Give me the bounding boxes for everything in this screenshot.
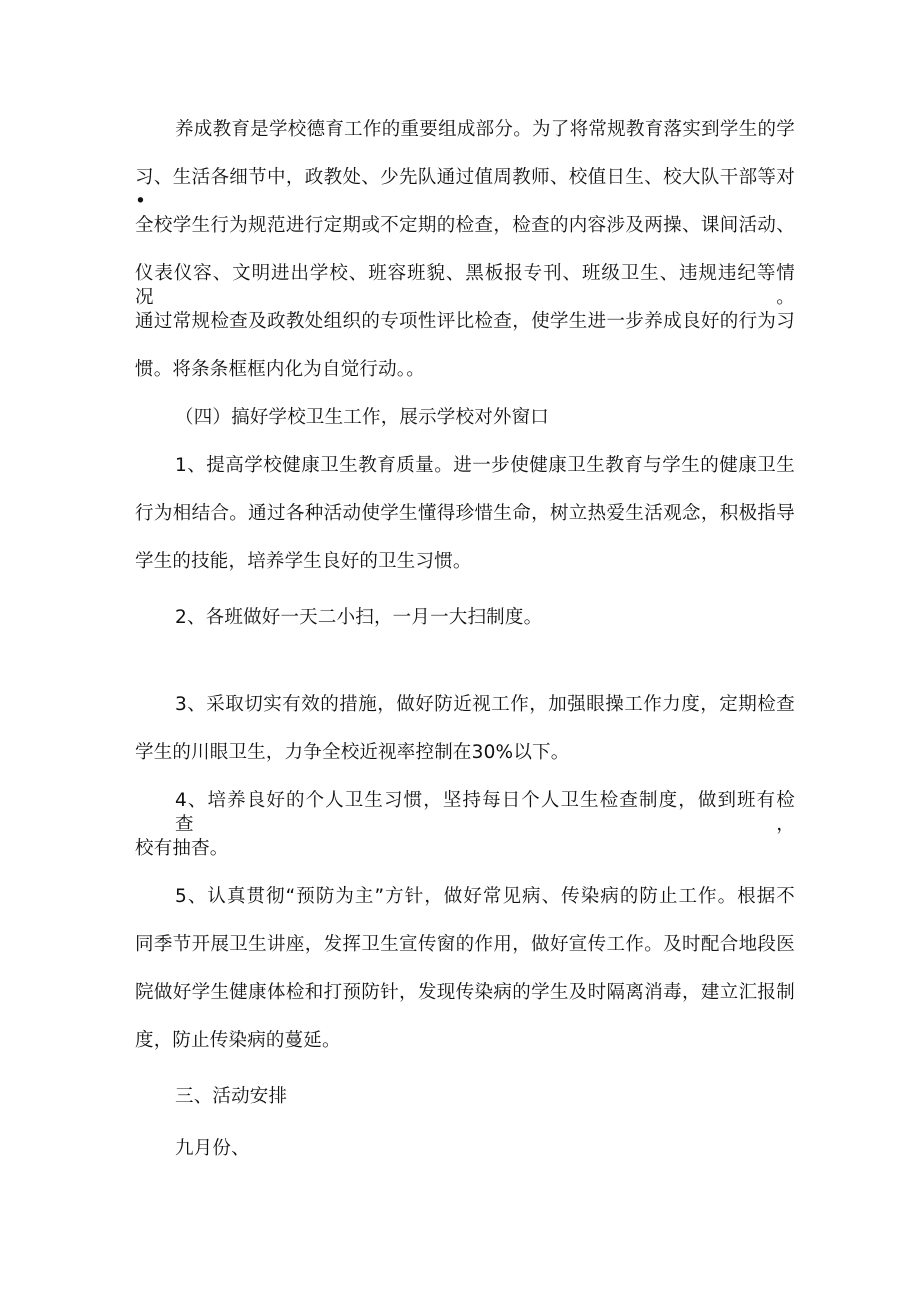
paragraph-line: 仪表仪容、文明进出学校、班容班貌、黑板报专刊、班级卫生、违规违纪等情况。 bbox=[135, 263, 795, 308]
month-label: 九月份、 bbox=[175, 1138, 250, 1159]
paragraph-line: 通过常规检查及政教处组织的专项性评比检查，使学生进一步养成良好的行为习 bbox=[135, 311, 795, 332]
paragraph-line: 养成教育是学校德育工作的重要组成部分。为了将常规教育落实到学生的学 bbox=[175, 119, 795, 140]
list-item-line: 校有抽杳。 bbox=[135, 838, 229, 859]
list-item-line: 同季节开展卫生讲座，发挥卫生宣传窗的作用，做好宣传工作。及时配合地段医 bbox=[135, 934, 795, 955]
list-item-line: 4、培养良好的个人卫生习惯，坚持每日个人卫生检查制度，做到班有检查， bbox=[175, 790, 795, 835]
list-item-line: 度，防止传染病的蔓延。 bbox=[135, 1030, 341, 1051]
list-item-line: 学生的川眼卫生，力争全校近视率控制在30%以下。 bbox=[135, 742, 570, 763]
section-heading: 三、活动安排 bbox=[175, 1086, 288, 1107]
paragraph-line: 惯。将条条框框内化为自觉行动。。 bbox=[135, 359, 425, 380]
list-item-line: 5、认真贯彻“预防为主”方针，做好常见病、传染病的防止工作。根据不 bbox=[175, 886, 795, 907]
list-item-line: 行为相结合。通过各种活动使学生懂得珍惜生命，树立热爱生活观念，积极指导 bbox=[135, 503, 795, 524]
list-item-line: 3、采取切实有效的措施，做好防近视工作，加强眼操工作力度，定期检查 bbox=[175, 694, 795, 715]
paragraph-line: 全校学生行为规范进行定期或不定期的检查，检查的内容涉及两操、课间活动、 bbox=[135, 215, 795, 236]
list-item-line: 2、各班做好一天二小扫，一月一大扫制度。 bbox=[175, 607, 543, 628]
section-heading: （四）搞好学校卫生工作，展示学校对外窗口 bbox=[175, 407, 550, 428]
paragraph-line: 习、生活各细节中，政教处、少先队通过值周教师、校值日生、校大队干部等对• bbox=[135, 167, 795, 212]
list-item-line: 学生的技能，培养学生良好的卫生习惯。 bbox=[135, 551, 472, 572]
list-item-line: 院做好学生健康体检和打预防针，发现传染病的学生及时隔离消毒，建立汇报制 bbox=[135, 982, 795, 1003]
list-item-line: 1、提高学校健康卫生教育质量。进一步使健康卫生教育与学生的健康卫生 bbox=[175, 455, 795, 476]
